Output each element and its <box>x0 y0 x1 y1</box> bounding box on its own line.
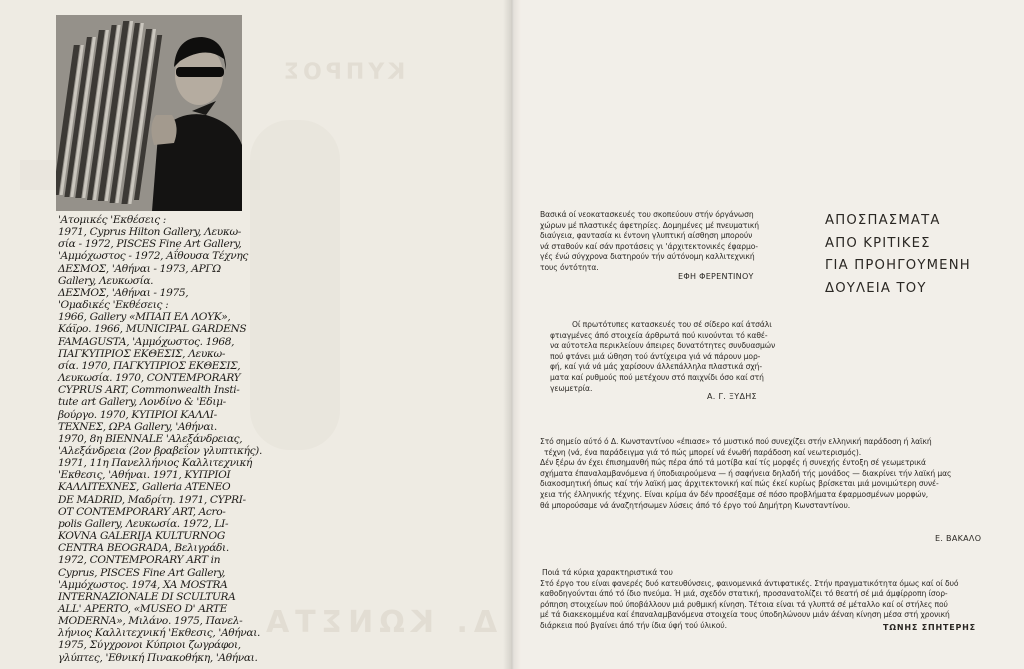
quote-author: Α. Γ. ΞΥΔΗΣ <box>707 392 757 401</box>
quote-line: Στό σημείο αύτό ό Δ. Κωνσταντίνου «έπιασε» τό μυστικό πού συνεχίζει στήν ελληνική παράδοση ή λαϊκή <box>540 437 932 446</box>
quote-vakalo <box>540 437 951 511</box>
heading-line: ΑΠΟ ΚΡΙΤΙΚΕΣ <box>825 235 931 251</box>
exh-line: Gallery, Λευκωσία. <box>58 274 154 287</box>
quote-line: χώρων μέ πλαστικές άφετηρίες. Δομημένες μέ πνευματική <box>540 220 759 230</box>
book-gutter <box>503 0 521 669</box>
exhibitions-list <box>58 214 262 664</box>
exh-line: 1971, Cyprus Hilton Gallery, Λευκω- <box>58 226 241 239</box>
exh-line: ALL' APERTO, «MUSEO D' ARTE <box>58 603 228 615</box>
exh-line: Κάϊρο. 1966, MUNICIPAL GARDENS <box>58 323 247 336</box>
showthrough-name: Δ. ΚΩΝΣΤΑ <box>260 605 498 640</box>
exh-line: 1971, 11η Πανελλήνιος Καλλιτεχνική <box>58 457 253 470</box>
exh-line: CYPRUS ART, Commonwealth Insti- <box>58 384 240 397</box>
exh-line: 'Ομαδικές 'Εκθέσεις : <box>58 299 169 312</box>
quote-line: Ποιά τά κύρια χαρακτηριστικά του <box>542 568 673 577</box>
quote-line: ματα καί ρυθμούς πού μετέχουν στό παιχνίδι όσο καί στή <box>550 372 764 382</box>
quote-line: φτιαγμένες άπό στοιχεία άρθρωτά πού κινούνται τό καθέ- <box>550 330 768 340</box>
exh-line: FAMAGUSTA, 'Αμμόχωστος. 1968, <box>58 335 235 348</box>
exh-line: OT CONTEMPORARY ART, Acro- <box>58 505 226 518</box>
exh-line: σία - 1972, PISCES Fine Art Gallery, <box>58 238 242 251</box>
exh-line: βούργο. 1970, ΚΥΠΡΙΟΙ ΚΑΛΛΙ- <box>58 408 217 421</box>
quote-line: τους όντότητα. <box>540 262 599 272</box>
quote-line: Βασικά οί νεοκατασκευές του σκοπεύουν στήν όργάνωση <box>540 210 754 219</box>
quote-line: ρόπηση στοιχείων πού ύποβάλλουν μιά ρυθμική κίνηση. Τέτοια είναι τά γλυπτά σέ μέταλλο καί οί στήλες πού <box>540 599 948 609</box>
quote-line: Στό έργο του είναι φανερές δυό κατευθύνσεις, φαινομενικά άντιφατικές. Στήν πραγματικότητα όμως καί οί δυό <box>540 578 959 588</box>
exh-line: tute art Gallery, Λονδίνο & 'Εδιμ- <box>58 396 226 409</box>
exh-line: 'Αμμόχωστος - 1972, Αΐθουσα Τέχνης <box>58 250 248 263</box>
exh-line: 1972, CONTEMPORARY ART in <box>58 554 221 567</box>
exh-line: 'Ατομικές 'Εκθέσεις : <box>58 214 167 226</box>
exh-line: σία. 1970, ΠΑΓΚΥΠΡΙΟΣ ΕΚΘΕΣΙΣ, <box>58 359 241 372</box>
quote-line: μέ τά διακεκομμένα καί έπαναλαμβανόμενα στοιχεία τους ύποδηλώνουν μιάν άέναη κίνηση μέσα στή χρονική <box>540 610 950 620</box>
quote-line: σχήματα έπαναλαμβανόμενα ή ύποδιαιρούμενα — ή σαφήνεια δηλαδή τής μονάδος — διακρίνει τήν λαϊκή μας <box>540 468 952 478</box>
exh-line: ΔΕΣΜΟΣ, 'Αθήναι - 1975, <box>58 286 189 299</box>
quote-line: θά μπορούσαμε νά άναζητήσωμεν λύσεις άπό τό έργο τού Δημήτρη Κωνσταντίνου. <box>540 500 851 510</box>
quote-ferentinou <box>540 210 759 274</box>
exh-line: 1966, Gallery «ΜΠΑΠ ΕΛ ΛΟΥΚ», <box>58 311 231 324</box>
exh-line: 'Εκθεσις, 'Αθήναι. 1971, ΚΥΠΡΙΟΙ <box>58 469 231 482</box>
quote-line: διακοσμητική όπως καί τήν λαϊκή μας άρχιτεκτονική καί πώς έκεί κυρίως βρίσκεται μιά μονιμώτερη συνέ- <box>540 479 939 489</box>
heading-line: ΔΟΥΛΕΙΑ ΤΟΥ <box>825 280 927 296</box>
exh-line: ΔΕΣΜΟΣ, 'Αθήναι - 1973, ΑΡΓΩ <box>58 262 221 275</box>
exh-line: λήνιος Καλλιτεχνική 'Εκθεσις, 'Αθήναι. <box>58 627 261 640</box>
section-heading <box>825 210 971 300</box>
exh-line: INTERNAZIONALE DI SCULTURA <box>58 590 236 603</box>
exh-line: KOVNA GALERIJA KULTURNOG <box>58 530 225 543</box>
quote-author: Ε. ΒΑΚΑΛΟ <box>935 534 982 543</box>
quote-line: πού φτάνει μιά ώθηση τού άντίχειρα γιά νά πάρουν μορ- <box>550 351 761 361</box>
quote-line: διάρκεια πού βγαίνει άπό τήν ίδια ύφή τού ύλικού. <box>540 620 727 630</box>
showthrough-shape <box>250 120 340 450</box>
exh-line: γλύπτες, 'Εθνική Πινακοθήκη, 'Αθήναι. <box>58 651 258 664</box>
quote-line: τέχνη (νά, ένα παράδειγμα γιά τό πώς μπορεί νά ένωθή παράδοση καί νεωτερισμός). <box>544 447 862 457</box>
heading-line: ΓΙΑ ΠΡΟΗΓΟΥΜΕΝΗ <box>825 258 971 273</box>
showthrough-title: ΚΥΠΡΟΣ <box>280 60 406 85</box>
quote-line: νά σταθούν καί σάν προτάσεις γι 'άρχιτεκτονικές έφαρμο- <box>540 241 758 251</box>
exh-line: Λευκωσία. 1970, CONTEMPORARY <box>58 372 241 385</box>
quote-line: διαύγεια, φαντασία κι έντονη γλυπτική αίσθηση μπορούν <box>540 231 753 241</box>
quote-line: γές ένώ σύγχρονα διατηρούν τήν αύτόνομη καλλιτεχνική <box>540 252 755 262</box>
quote-line: καθοδηγούνται άπό τό ίδιο πνεύμα. Ή μιά, σχεδόν στατική, προσανατολίζει τό θεατή σέ μιά άμφίρροπη ίσορ- <box>540 589 948 599</box>
quote-line: φή, καί γιά νά μάς χαρίσουν άλλεπάλληλα πλαστικά σχή- <box>550 362 763 372</box>
exh-line: Cyprus, PISCES Fine Art Gallery, <box>58 566 226 579</box>
exh-line: ΤΕΧΝΕΣ, ΩΡΑ Gallery, 'Αθήναι. <box>58 420 217 433</box>
exh-line: 'Αμμόχωστος. 1974, XA MOSTRA <box>58 578 228 591</box>
exh-line: 1970, 8η BIENNALE 'Αλεξάνδρειας, <box>58 432 243 445</box>
quote-author: ΤΩΝΗΣ ΣΠΗΤΕΡΗΣ <box>883 623 976 632</box>
quote-line: χεια τής έλληνικής τέχνης. Είναι κρίμα άν δέν προσέξαμε σέ πόσο προβλήματα έφαρμοσμένων μορφών, <box>540 489 929 499</box>
quote-author: ΕΦΗ ΦΕΡΕΝΤΙΝΟΥ <box>678 272 754 281</box>
quote-line: να αύτοτελα περικλείουν άπειρες δυνατότητες συνδυασμών <box>550 341 776 351</box>
quote-line: γεωμετρία. <box>550 383 593 393</box>
exh-line: polis Gallery, Λευκωσία. 1972, LI- <box>58 517 229 530</box>
heading-line: ΑΠΟΣΠΑΣΜΑΤΑ <box>825 213 941 228</box>
exh-line: DE MADRID, Μαδρίτη. 1971, CYPRI- <box>58 493 246 506</box>
quote-line: Οί πρωτότυπες κατασκευές του σέ σίδερο καί άτσάλι <box>572 320 772 329</box>
exh-line: ΚΑΛΛΙΤΕΧΝΕΣ, Galleria ATENEO <box>58 481 231 494</box>
exh-line: 'Αλεξάνδρεια (2ον βραβεΐον γλυπτικής). <box>58 444 262 457</box>
exh-line: CENTRA BEOGRADA, Βελιγράδι. <box>58 542 229 555</box>
quote-xydis <box>550 320 775 394</box>
quote-line: Δέν ξέρω άν έχει έπισημανθή πώς πέρα άπό τά μοτίβα καί τίς μορφές ή συνεχής έντοξη σέ γεωμετρικά <box>540 458 926 468</box>
artist-photo <box>56 15 242 211</box>
exh-line: MODERNA», Μιλάνο. 1975, Πανελ- <box>58 615 243 628</box>
exh-line: 1975, Σύγχρονοι Κύπριοι ζωγράφοι, <box>58 639 241 652</box>
exh-line: ΠΑΓΚΥΠΡΙΟΣ ΕΚΘΕΣΙΣ, Λευκω- <box>58 347 226 360</box>
